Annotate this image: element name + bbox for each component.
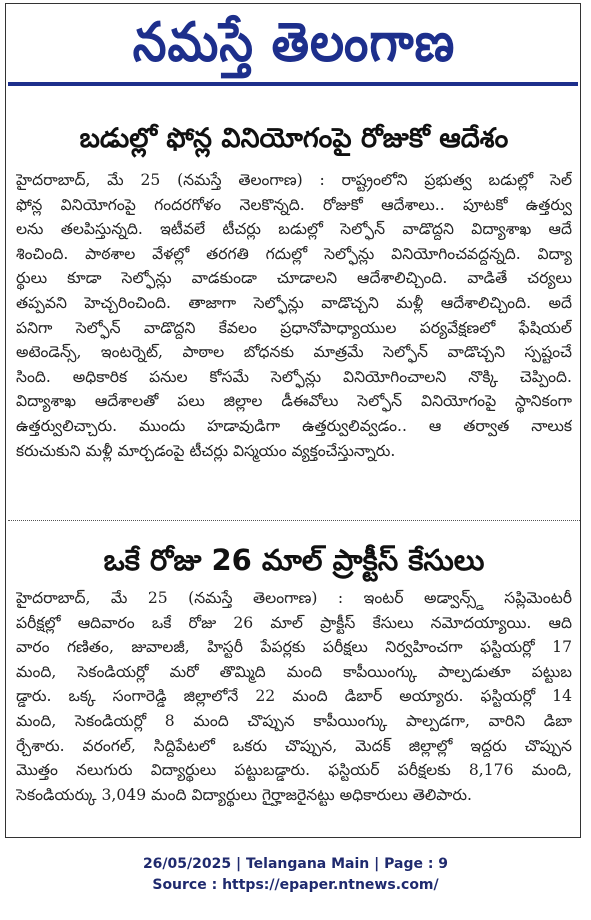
body-line: విద్యాశాఖ ఆదేశాలతో పలు జిల్లాల డీఈవోలు సెల్ఫోన్ వినియోగంపై స్థానికంగా — [16, 392, 572, 411]
body-line: హైదరాబాద్, మే 25 (నమస్తే తెలంగాణ) : ఇంటర్ అడ్వాన్స్డ్ సప్లిమెంటరీ — [16, 589, 572, 607]
article-headline: ఒకే రోజు 26 మాల్ ప్రాక్టీస్ కేసులు — [103, 543, 485, 577]
body-line: డ్డారు. ఒక్క సంగారెడ్డి జిల్లాలోనే 22 మంది డిబార్ అయ్యారు. ఫస్టియర్లో 14 — [16, 687, 572, 706]
body-line: శించింది. పాఠశాల వేళల్లో తరగతి గదుల్లో సెల్ఫోన్లు వినియోగించవద్దన్నది. విద్యా — [16, 244, 572, 263]
article-body — [16, 168, 572, 463]
body-line: లను తలపిస్తున్నది. ఇటీవలే టీచర్లు బడుల్లో సెల్ఫోన్ వాడొద్దని విద్యాశాఖ ఆదే — [16, 220, 572, 239]
clipping-frame — [5, 3, 581, 838]
article-malpractice-cases — [16, 538, 572, 807]
masthead-rule — [8, 82, 578, 86]
body-line: అటెండెన్స్, ఇంటర్నెట్, పాఠాల బోధనకు మాత్రమే సెల్ఫోన్ వాడొచ్చని స్పష్టంచే — [16, 343, 572, 362]
body-line: మంది, సెకండియర్లో 8 మంది చొప్పున కాపీయింగ్కు పాల్పడగా, వారిని డిబా — [16, 711, 572, 730]
body-line: సెకండియర్కు 3,049 మంది విద్యార్థులు గైర్హాజరైనట్టు అధికారులు తెలిపారు. — [16, 785, 472, 804]
body-line: తప్పవని హెచ్చరించింది. తాజాగా సెల్ఫోన్లు వాడొచ్చని మళ్లీ ఆదేశాలిచ్చింది. అదే — [16, 293, 572, 312]
body-line: హైదరాబాద్, మే 25 (నమస్తే తెలంగాణ) : రాష్ట్రంలోని ప్రభుత్వ బడుల్లో సెల్ — [16, 171, 572, 189]
article-phones-in-schools — [16, 116, 572, 463]
edition-info: 26/05/2025 | Telangana Main | Page : 9 — [142, 856, 449, 872]
source-info: Source : https://epaper.ntnews.com/ — [152, 877, 439, 893]
body-line: వారం గణితం, జువాలజీ, హిస్టరీ పేపర్లకు పరీక్షలు నిర్వహించగా ఫస్టియర్లో 17 — [16, 638, 572, 657]
body-line: పరీక్షల్లో ఆదివారం ఒకే రోజు 26 మాల్ ప్రాక్టీస్ కేసులు నమోదయ్యాయి. ఆది — [16, 613, 572, 632]
body-line: ఉత్తర్వులిచ్చారు. ముందు హడావుడిగా ఉత్తర్వులివ్వడం.. ఆ తర్వాత నాలుక — [16, 416, 572, 435]
body-line: మంది, సెకండియర్లో మరో తొమ్మిది మంది కాపీయింగ్కు పాల్పడుతూ పట్టుబ — [16, 662, 572, 681]
body-line: ర్థులు కూడా సెల్ఫోన్లు వాడకుండా చూడాలని ఆదేశాలిచ్చింది. వాడితే చర్యలు — [16, 269, 572, 288]
body-line: మొత్తం నలుగురు విద్యార్థులు పట్టుబడ్డారు. ఫస్టియర్ పరీక్షలకు 8,176 మంది, — [16, 761, 572, 780]
page-footer — [0, 854, 591, 896]
article-headline: బడుల్లో ఫోన్ల వినియోగంపై రోజుకో ఆదేశం — [79, 123, 509, 154]
body-line: సింది. అధికారిక పనుల కోసమే సెల్ఫోన్లు వినియోగించాలని నొక్కి చెప్పింది. — [16, 367, 572, 386]
masthead-logo: నమస్తే తెలంగాణ — [132, 11, 456, 75]
body-line: ర్చేశారు. వరంగల్, సిద్దిపేటలో ఒకరు చొప్పున, మెదక్ జిల్లాల్లో ఇద్దరు చొప్పున — [16, 736, 572, 755]
body-line: కరుచుకుని మళ్లీ మార్చడంపై టీచర్లు విస్మయం వ్యక్తంచేస్తున్నారు. — [16, 441, 396, 460]
body-line: పనిగా సెల్ఫోన్ వాడొద్దని కేవలం ప్రధానోపాధ్యాయుల పర్యవేక్షణలో ఫేషియల్ — [16, 318, 572, 337]
article-body — [16, 586, 572, 807]
body-line: ఫోన్ల వినియోగంపై గందరగోళం నెలకొన్నది. రోజుకో ఆదేశాలు.. పూటకో ఉత్తర్వు — [16, 195, 572, 214]
article-separator — [8, 520, 580, 521]
